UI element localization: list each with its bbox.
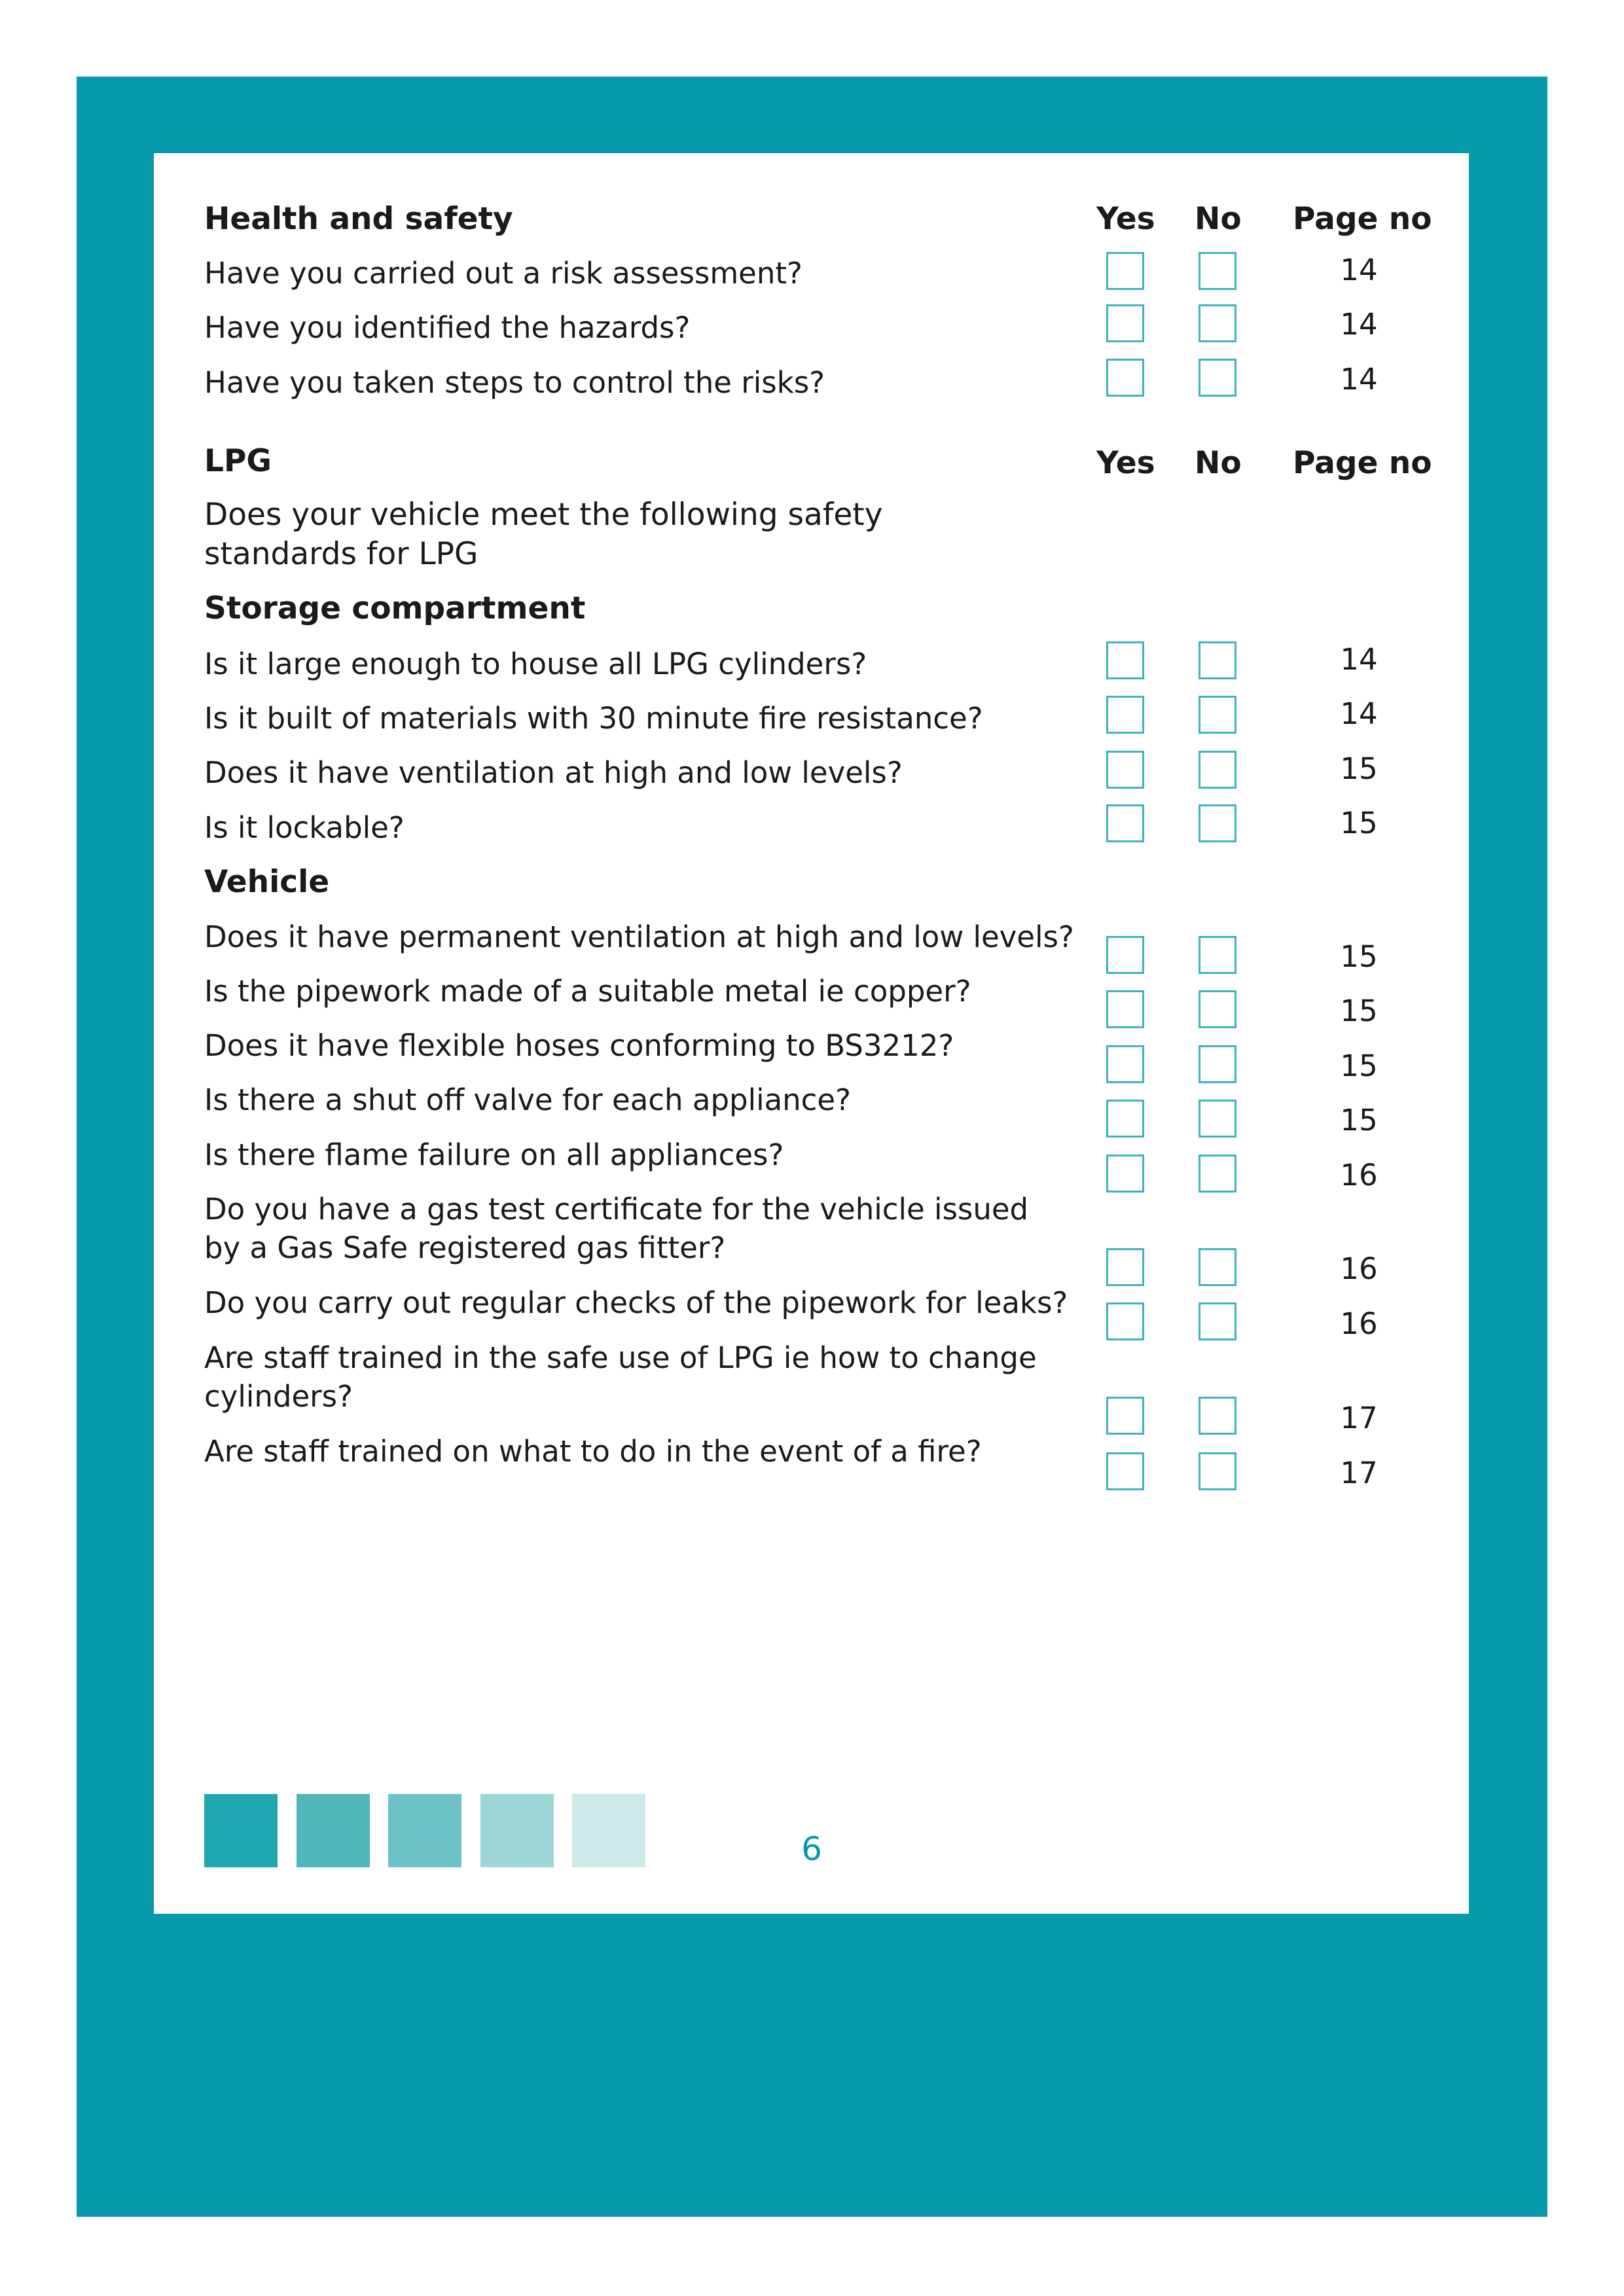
column-header-page-no: Page no (1293, 201, 1432, 237)
subsection-title-vehicle: Vehicle (204, 864, 330, 900)
yes-checkbox[interactable] (1106, 252, 1144, 290)
question-text: Have you taken steps to control the risks? (204, 365, 825, 400)
section-intro-line: Does your vehicle meet the following safety (204, 497, 883, 533)
no-checkbox[interactable] (1199, 1302, 1236, 1340)
section-title: Health and safety (204, 201, 513, 237)
page-reference: 15 (1340, 939, 1378, 974)
column-header-no: No (1195, 445, 1242, 481)
page-reference: 15 (1340, 1049, 1378, 1083)
yes-checkbox[interactable] (1106, 990, 1144, 1028)
subsection-title-storage-compartment: Storage compartment (204, 590, 586, 626)
color-swatch (572, 1794, 645, 1867)
question-text: Have you carried out a risk assessment? (204, 256, 803, 291)
yes-checkbox[interactable] (1106, 936, 1144, 974)
question-text: Is there flame failure on all appliances? (204, 1138, 784, 1172)
section-title: LPG (204, 443, 272, 479)
yes-checkbox[interactable] (1106, 696, 1144, 734)
question-text: Is it built of materials with 30 minute fire resistance? (204, 701, 983, 736)
page-reference: 14 (1340, 362, 1378, 397)
page-reference: 15 (1340, 994, 1378, 1028)
column-header-no: No (1195, 201, 1242, 237)
question-text: Have you identified the hazards? (204, 310, 691, 345)
question-text-continued: cylinders? (204, 1379, 353, 1414)
page-reference: 15 (1340, 806, 1378, 840)
no-checkbox[interactable] (1199, 1155, 1236, 1193)
question-text: Does it have permanent ventilation at high and low levels? (204, 920, 1074, 954)
question-text: Does it have ventilation at high and low levels? (204, 755, 903, 790)
question-text: Are staff trained on what to do in the event of a fire? (204, 1434, 982, 1469)
no-checkbox[interactable] (1199, 696, 1236, 734)
page-reference: 17 (1340, 1456, 1378, 1490)
yes-checkbox[interactable] (1106, 1100, 1144, 1138)
yes-checkbox[interactable] (1106, 1302, 1144, 1340)
yes-checkbox[interactable] (1106, 751, 1144, 789)
yes-checkbox[interactable] (1106, 359, 1144, 397)
color-swatch (204, 1794, 278, 1867)
page-reference: 16 (1340, 1306, 1378, 1341)
no-checkbox[interactable] (1199, 1100, 1236, 1138)
page-number: 6 (801, 1830, 822, 1868)
no-checkbox[interactable] (1199, 641, 1236, 679)
question-text: Is the pipework made of a suitable metal ie copper? (204, 974, 971, 1009)
yes-checkbox[interactable] (1106, 304, 1144, 342)
no-checkbox[interactable] (1199, 1452, 1236, 1490)
yes-checkbox[interactable] (1106, 1045, 1144, 1083)
question-text: Is it lockable? (204, 810, 405, 845)
page-reference: 14 (1340, 642, 1378, 677)
no-checkbox[interactable] (1199, 751, 1236, 789)
column-header-yes: Yes (1096, 445, 1155, 481)
no-checkbox[interactable] (1199, 804, 1236, 842)
page-reference: 14 (1340, 696, 1378, 731)
question-text: Is it large enough to house all LPG cylinders? (204, 647, 867, 681)
column-header-yes: Yes (1096, 201, 1155, 237)
page-reference: 15 (1340, 751, 1378, 786)
question-text: Is there a shut off valve for each appliance? (204, 1083, 851, 1117)
yes-checkbox[interactable] (1106, 641, 1144, 679)
page-reference: 16 (1340, 1158, 1378, 1193)
no-checkbox[interactable] (1199, 304, 1236, 342)
yes-checkbox[interactable] (1106, 804, 1144, 842)
column-header-page-no: Page no (1293, 445, 1432, 481)
question-text-continued: by a Gas Safe registered gas fitter? (204, 1230, 726, 1265)
color-swatch (297, 1794, 370, 1867)
no-checkbox[interactable] (1199, 1397, 1236, 1435)
yes-checkbox[interactable] (1106, 1248, 1144, 1286)
question-text: Does it have flexible hoses conforming to BS3212? (204, 1028, 954, 1063)
no-checkbox[interactable] (1199, 1248, 1236, 1286)
color-swatch (480, 1794, 554, 1867)
yes-checkbox[interactable] (1106, 1397, 1144, 1435)
section-intro-line: standards for LPG (204, 536, 478, 572)
question-text: Do you have a gas test certificate for the vehicle issued (204, 1192, 1029, 1227)
color-swatch (388, 1794, 461, 1867)
page-reference: 16 (1340, 1251, 1378, 1286)
question-text: Do you carry out regular checks of the pipework for leaks? (204, 1285, 1068, 1320)
page-reference: 17 (1340, 1401, 1378, 1435)
no-checkbox[interactable] (1199, 359, 1236, 397)
yes-checkbox[interactable] (1106, 1452, 1144, 1490)
page-reference: 14 (1340, 307, 1378, 342)
no-checkbox[interactable] (1199, 1045, 1236, 1083)
page-reference: 14 (1340, 253, 1378, 287)
no-checkbox[interactable] (1199, 936, 1236, 974)
yes-checkbox[interactable] (1106, 1155, 1144, 1193)
no-checkbox[interactable] (1199, 990, 1236, 1028)
page-reference: 15 (1340, 1103, 1378, 1138)
question-text: Are staff trained in the safe use of LPG ie how to change (204, 1340, 1037, 1375)
no-checkbox[interactable] (1199, 252, 1236, 290)
